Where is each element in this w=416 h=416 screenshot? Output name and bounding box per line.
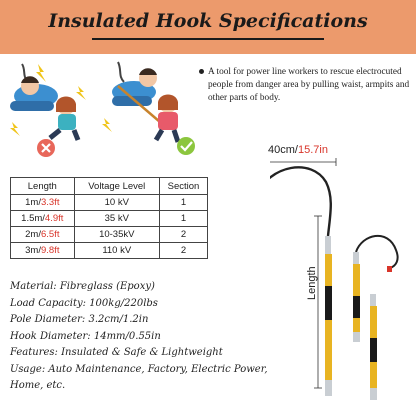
section-cell: 2	[159, 227, 207, 243]
length-imperial: 3.3ft	[40, 197, 60, 208]
length-imperial: 9.8ft	[40, 245, 60, 256]
section-cell: 2	[159, 243, 207, 259]
section-cell: 1	[159, 195, 207, 211]
length-imperial: 4.9ft	[44, 213, 64, 224]
table-header-voltage: Voltage Level	[74, 178, 159, 195]
voltage-cell: 35 kV	[74, 211, 159, 227]
feature-pole-diameter: Pole Diameter: 3.2cm/1.2in	[10, 314, 149, 325]
length-metric: 2m/	[25, 229, 41, 240]
wrong-method-scene	[10, 64, 86, 157]
bullet-dot	[199, 69, 204, 74]
check-icon	[177, 137, 195, 155]
length-imperial: 6.5ft	[40, 229, 60, 240]
feature-usage: Usage: Auto Maintenance, Factory, Electric Power,	[10, 363, 268, 375]
right-method-scene	[102, 62, 195, 155]
table-row	[11, 195, 208, 211]
table-row	[11, 211, 208, 227]
page-title: Insulated Hook Specifications	[48, 10, 368, 32]
short-hook-pole	[353, 236, 398, 400]
length-label: Length	[306, 266, 318, 300]
long-hook-pole	[270, 167, 332, 396]
spec-table	[10, 177, 208, 259]
title-underline	[92, 38, 324, 40]
feature-hook-diameter: Hook Diameter: 14mm/0.55in	[10, 330, 161, 342]
table-header-section: Section	[159, 178, 207, 195]
table-row	[11, 227, 208, 243]
length-metric: 1m/	[25, 197, 41, 208]
voltage-cell: 110 kV	[74, 243, 159, 259]
length-metric: 3m/	[25, 245, 41, 256]
feature-list	[10, 279, 290, 395]
length-metric: 1.5m/	[21, 213, 45, 224]
feature-usage-cont: Home, etc.	[10, 380, 66, 391]
hook-width-label: 40cm/15.7in	[268, 144, 328, 156]
feature-features: Features: Insulated & Safe & Lightweight	[10, 347, 223, 358]
tool-description: A tool for power line workers to rescue electrocuted people from danger area by pulling waist, armpits and other parts of body.	[208, 67, 410, 103]
hook-tools-drawing	[270, 156, 416, 416]
feature-load: Load Capacity: 100kg/220lbs	[10, 297, 158, 309]
section-cell: 1	[159, 211, 207, 227]
feature-material: Material: Fibreglass (Epoxy)	[10, 281, 155, 292]
table-row	[11, 243, 208, 259]
rescue-illustration	[0, 56, 200, 166]
voltage-cell: 10-35kV	[74, 227, 159, 243]
table-header-length: Length	[11, 178, 75, 195]
voltage-cell: 10 kV	[74, 195, 159, 211]
